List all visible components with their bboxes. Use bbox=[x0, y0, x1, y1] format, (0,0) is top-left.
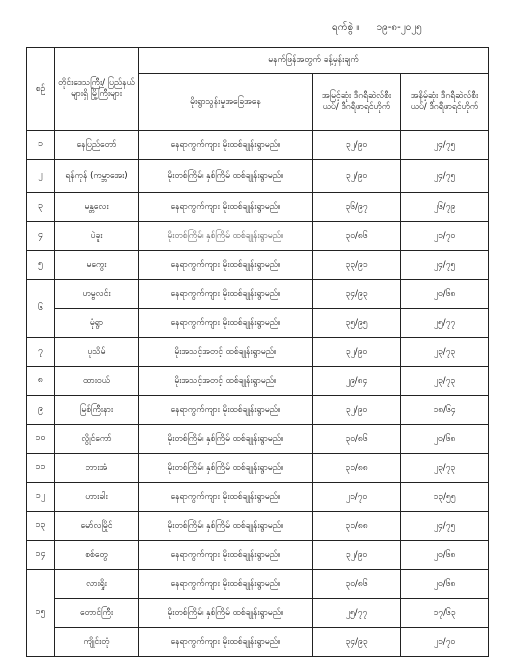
table-row bbox=[27, 512, 489, 541]
city-name: မကွေး bbox=[55, 251, 139, 280]
rain-condition: မိုးအသင့်အတင့် ထစ်ချုန်းရွာမည်။ bbox=[139, 338, 313, 367]
rain-condition: မိုးတစ်ကြိမ်၊ နှစ်ကြိမ် ထစ်ချုန်းရွာမည်။ bbox=[139, 454, 313, 483]
max-temp: ၃၃/၉၁ bbox=[313, 251, 401, 280]
row-number: ၈ bbox=[27, 367, 55, 396]
max-temp: ၃၂/၉၀ bbox=[313, 541, 401, 570]
city-name: နေပြည်တော် bbox=[55, 131, 139, 160]
min-temp: ၂၄/၇၅ bbox=[401, 131, 489, 160]
row-number: ၄ bbox=[27, 222, 55, 251]
rain-condition: နေရာကွက်ကျား မိုးထစ်ချုန်းရွာမည်။ bbox=[139, 570, 313, 599]
rain-condition: မိုးတစ်ကြိမ်၊ နှစ်ကြိမ် ထစ်ချုန်းရွာမည်။ bbox=[139, 222, 313, 251]
city-name: ပုသိမ် bbox=[55, 338, 139, 367]
rain-condition: မိုးအသင့်အတင့် ထစ်ချုန်းရွာမည်။ bbox=[139, 367, 313, 396]
row-number: ၁၃ bbox=[27, 512, 55, 541]
max-temp: ၃၄/၉၃ bbox=[313, 280, 401, 309]
rain-condition: နေရာကွက်ကျား မိုးထစ်ချုန်းရွာမည်။ bbox=[139, 251, 313, 280]
table-row bbox=[27, 541, 489, 570]
table-body bbox=[27, 131, 489, 657]
table-row bbox=[27, 131, 489, 160]
table-row bbox=[27, 425, 489, 454]
min-temp: ၂၄/၇၅ bbox=[401, 512, 489, 541]
rain-condition: မိုးတစ်ကြိမ်၊ နှစ်ကြိမ် ထစ်ချုန်းရွာမည်။ bbox=[139, 160, 313, 193]
table-row bbox=[27, 367, 489, 396]
max-temp: ၃၅/၉၅ bbox=[313, 309, 401, 338]
city-name: မြစ်ကြီးနား bbox=[55, 396, 139, 425]
max-temp: ၂၅/၇၇ bbox=[313, 599, 401, 628]
min-temp: ၂၆/၇၉ bbox=[401, 193, 489, 222]
city-name: ကျိုင်းတုံ bbox=[55, 628, 139, 657]
table-row bbox=[27, 222, 489, 251]
min-temp: ၂၄/၇၅ bbox=[401, 160, 489, 193]
row-number: ၃ bbox=[27, 193, 55, 222]
row-number: ၇ bbox=[27, 338, 55, 367]
max-temp: ၃၀/၈၆ bbox=[313, 570, 401, 599]
table-row bbox=[27, 570, 489, 599]
table-row bbox=[27, 396, 489, 425]
rain-condition: နေရာကွက်ကျား မိုးထစ်ချုန်းရွာမည်။ bbox=[139, 131, 313, 160]
max-temp: ၃၂/၉၀ bbox=[313, 338, 401, 367]
table-row bbox=[27, 251, 489, 280]
date-line bbox=[332, 20, 436, 35]
row-number: ၂ bbox=[27, 160, 55, 193]
city-name: ဟားခါး bbox=[55, 483, 139, 512]
min-temp: ၂၅/၇၇ bbox=[401, 309, 489, 338]
min-temp: ၂၀/၆၈ bbox=[401, 280, 489, 309]
min-temp: ၁၃/၅၅ bbox=[401, 483, 489, 512]
row-number: ၁၁ bbox=[27, 454, 55, 483]
column-header-forecast: မနက်ဖြန်အတွက် ခန့်မှန်းချက် bbox=[139, 48, 489, 74]
city-name: စစ်တွေ bbox=[55, 541, 139, 570]
max-temp: ၃၀/၈၆ bbox=[313, 222, 401, 251]
table-row bbox=[27, 454, 489, 483]
city-name: လားရှိုး bbox=[55, 570, 139, 599]
column-header-max-temp: အမြင့်ဆုံး ဒီဂရီဆဲလ်စီးယပ်/ ဒီဂရီဖာရင်ဟိုက် bbox=[313, 74, 401, 131]
min-temp: ၂၃/၇၃ bbox=[401, 338, 489, 367]
row-number: ၁၅ bbox=[27, 570, 55, 657]
rain-condition: နေရာကွက်ကျား မိုးထစ်ချုန်းရွာမည်။ bbox=[139, 396, 313, 425]
row-number: ၁၀ bbox=[27, 425, 55, 454]
table-row bbox=[27, 309, 489, 338]
rain-condition: နေရာကွက်ကျား မိုးထစ်ချုန်းရွာမည်။ bbox=[139, 541, 313, 570]
max-temp: ၂၉/၈၄ bbox=[313, 367, 401, 396]
max-temp: ၃၀/၈၆ bbox=[313, 425, 401, 454]
column-header-city: တိုင်းဒေသကြီး/ ပြည်နယ်များရှိ မြို့ကြီးများ bbox=[55, 48, 139, 131]
column-header-no: စဉ် bbox=[27, 48, 55, 131]
max-temp: ၃၂/၉၀ bbox=[313, 131, 401, 160]
min-temp: ၂၄/၇၅ bbox=[401, 251, 489, 280]
row-number: ၁၂ bbox=[27, 483, 55, 512]
min-temp: ၂၁/၇၀ bbox=[401, 628, 489, 657]
min-temp: ၂၀/၆၈ bbox=[401, 570, 489, 599]
rain-condition: နေရာကွက်ကျား မိုးထစ်ချုန်းရွာမည်။ bbox=[139, 280, 313, 309]
column-header-min-temp: အနိမ့်ဆုံး ဒီဂရီဆဲလ်စီးယပ်/ ဒီဂရီဖာရင်ဟိုက် bbox=[401, 74, 489, 131]
rain-condition: နေရာကွက်ကျား မိုးထစ်ချုန်းရွာမည်။ bbox=[139, 483, 313, 512]
row-number: ၁၄ bbox=[27, 541, 55, 570]
table-header bbox=[27, 48, 489, 131]
table-row bbox=[27, 599, 489, 628]
city-name: ထားဝယ် bbox=[55, 367, 139, 396]
min-temp: ၂၃/၇၃ bbox=[401, 367, 489, 396]
row-number: ၆ bbox=[27, 280, 55, 338]
row-number: ၁ bbox=[27, 131, 55, 160]
column-header-condition: မိုးရွာသွန်းမှုအခြေအနေ bbox=[139, 74, 313, 131]
rain-condition: နေရာကွက်ကျား မိုးထစ်ချုန်းရွာမည်။ bbox=[139, 628, 313, 657]
row-number: ၅ bbox=[27, 251, 55, 280]
table-row bbox=[27, 160, 489, 193]
table-row bbox=[27, 193, 489, 222]
max-temp: ၃၁/၈၈ bbox=[313, 512, 401, 541]
rain-condition: မိုးတစ်ကြိမ်၊ နှစ်ကြိမ် ထစ်ချုန်းရွာမည်။ bbox=[139, 512, 313, 541]
city-name: တောင်ကြီး bbox=[55, 599, 139, 628]
table-row bbox=[27, 628, 489, 657]
max-temp: ၃၂/၉၀ bbox=[313, 396, 401, 425]
rain-condition: မိုးတစ်ကြိမ်၊ နှစ်ကြိမ် ထစ်ချုန်းရွာမည်။ bbox=[139, 599, 313, 628]
city-name: ပဲခူး bbox=[55, 222, 139, 251]
rain-condition: နေရာကွက်ကျား မိုးထစ်ချုန်းရွာမည်။ bbox=[139, 193, 313, 222]
city-name: လွိုင်ကော် bbox=[55, 425, 139, 454]
table-row bbox=[27, 483, 489, 512]
city-name: မန္တလေး bbox=[55, 193, 139, 222]
max-temp: ၂၁/၇၀ bbox=[313, 483, 401, 512]
forecast-table bbox=[26, 47, 489, 657]
table-row bbox=[27, 280, 489, 309]
max-temp: ၃၄/၉၃ bbox=[313, 628, 401, 657]
min-temp: ၂၀/၆၈ bbox=[401, 425, 489, 454]
rain-condition: မိုးတစ်ကြိမ်၊ နှစ်ကြိမ် ထစ်ချုန်းရွာမည်။ bbox=[139, 425, 313, 454]
table-row bbox=[27, 338, 489, 367]
row-number: ၉ bbox=[27, 396, 55, 425]
city-name: မော်လမြိုင် bbox=[55, 512, 139, 541]
city-name: ဘားအံ bbox=[55, 454, 139, 483]
city-name: ရန်ကုန် (ကမ္ဘာအေး) bbox=[55, 160, 139, 193]
date-label: ရက်စွဲ ။ bbox=[332, 22, 360, 33]
max-temp: ၃၂/၉၀ bbox=[313, 160, 401, 193]
city-name: မုံရွာ bbox=[55, 309, 139, 338]
rain-condition: နေရာကွက်ကျား မိုးထစ်ချုန်းရွာမည်။ bbox=[139, 309, 313, 338]
min-temp: ၂၃/၇၃ bbox=[401, 454, 489, 483]
max-temp: ၃၁/၈၈ bbox=[313, 454, 401, 483]
min-temp: ၂၁/၇၀ bbox=[401, 222, 489, 251]
min-temp: ၁၈/၆၄ bbox=[401, 396, 489, 425]
city-name: ဟမ္ဗလင်း bbox=[55, 280, 139, 309]
date-value: ၁၉-၈-၂၀၂၅ bbox=[376, 22, 422, 33]
min-temp: ၂၀/၆၈ bbox=[401, 541, 489, 570]
max-temp: ၃၆/၉၇ bbox=[313, 193, 401, 222]
min-temp: ၁၇/၆၃ bbox=[401, 599, 489, 628]
